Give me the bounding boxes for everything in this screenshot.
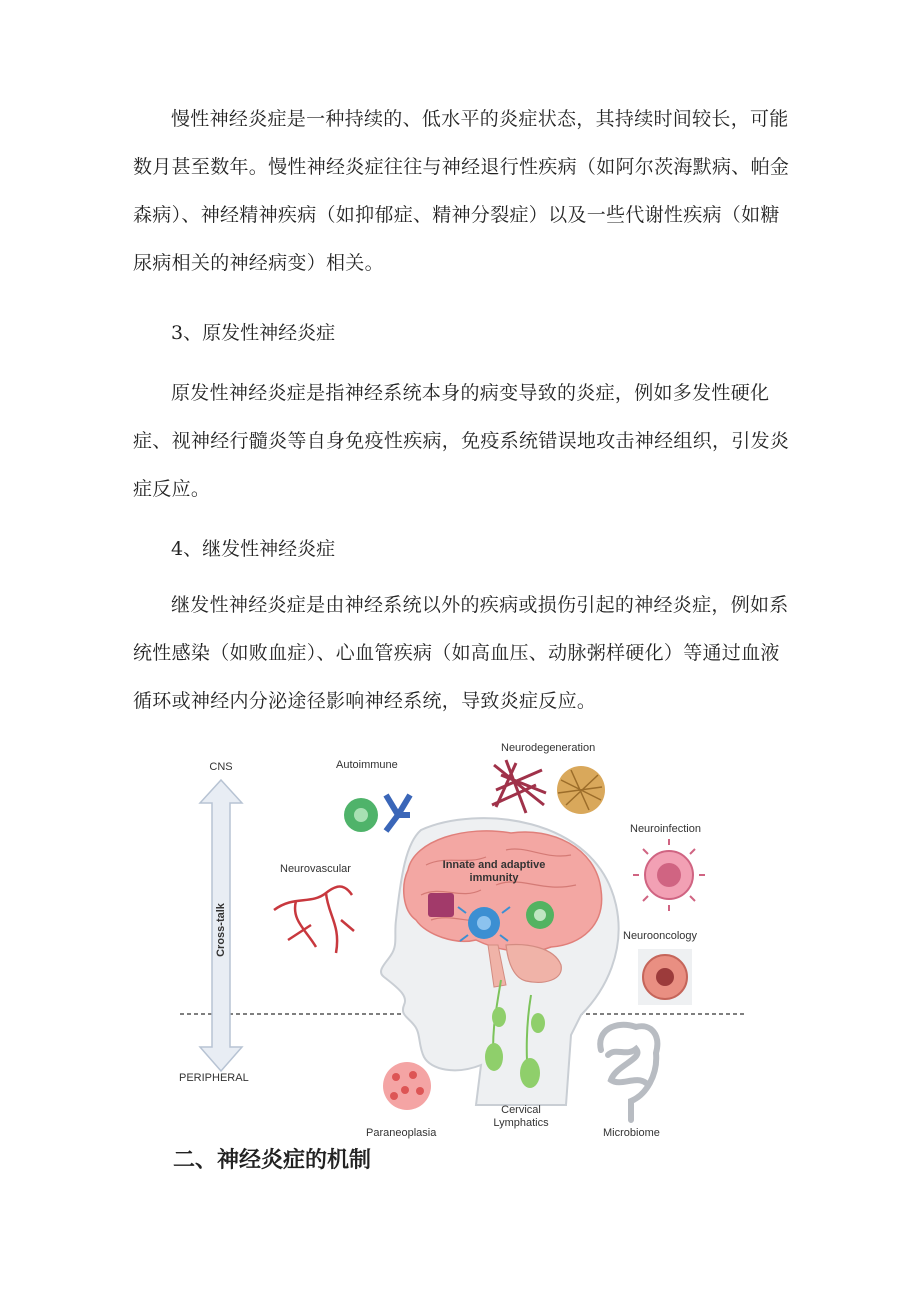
microbiome-label: Microbiome (603, 1127, 660, 1139)
section-heading: 二、神经炎症的机制 (173, 1148, 372, 1173)
neuroinfection-icon (633, 839, 705, 911)
microbiome-icon (600, 1025, 657, 1120)
peripheral-label: PERIPHERAL (179, 1072, 249, 1084)
heading-primary: 3、原发性神经炎症 (171, 322, 336, 344)
crosstalk-label: Cross-talk (215, 903, 227, 957)
immunity-label-line2: immunity (469, 872, 519, 884)
neuroinflammation-figure (176, 735, 750, 1147)
neurodegeneration-label: Neurodegeneration (501, 742, 596, 754)
paragraph-secondary: 继发性神经炎症是由神经系统以外的疾病或损伤引起的神经炎症，例如系统性感染（如败血症）、心血管疾病（如高血压、动脉粥样硬化）等通过血液循环或神经内分泌途径影响神经系统，导致炎症反应。 (133, 594, 789, 712)
cns-label: CNS (209, 761, 233, 773)
paraneoplasia-icon (383, 1062, 431, 1110)
heading-secondary: 4、继发性神经炎症 (171, 538, 336, 560)
autoimmune-icon (344, 795, 410, 832)
neurovascular-label: Neurovascular (280, 863, 351, 875)
immunity-label-line1: Innate and adaptive (442, 859, 546, 871)
cervical-label-line1: Cervical (501, 1104, 541, 1116)
neurovascular-icon (274, 887, 354, 954)
cervical-label-line2: Lymphatics (493, 1117, 549, 1129)
neurodegeneration-icon (492, 760, 605, 814)
autoimmune-label: Autoimmune (336, 759, 398, 771)
paragraph-chronic: 慢性神经炎症是一种持续的、低水平的炎症状态，其持续时间较长，可能数月甚至数年。慢性神经炎症往往与神经退行性疾病（如阿尔茨海默病、帕金森病）、神经精神疾病（如抑郁症、精神分裂症）以及一些代谢性疾病（如糖尿病相关的神经病变）相关。 (133, 108, 790, 274)
paraneoplasia-label: Paraneoplasia (366, 1127, 437, 1139)
neuroinfection-label: Neuroinfection (630, 823, 701, 835)
paragraph-primary: 原发性神经炎症是指神经系统本身的病变导致的炎症，例如多发性硬化症、视神经行髓炎等自身免疫性疾病，免疫系统错误地攻击神经组织，引发炎症反应。 (133, 382, 790, 500)
neurooncology-icon (638, 949, 692, 1005)
neurooncology-label: Neurooncology (623, 930, 697, 942)
